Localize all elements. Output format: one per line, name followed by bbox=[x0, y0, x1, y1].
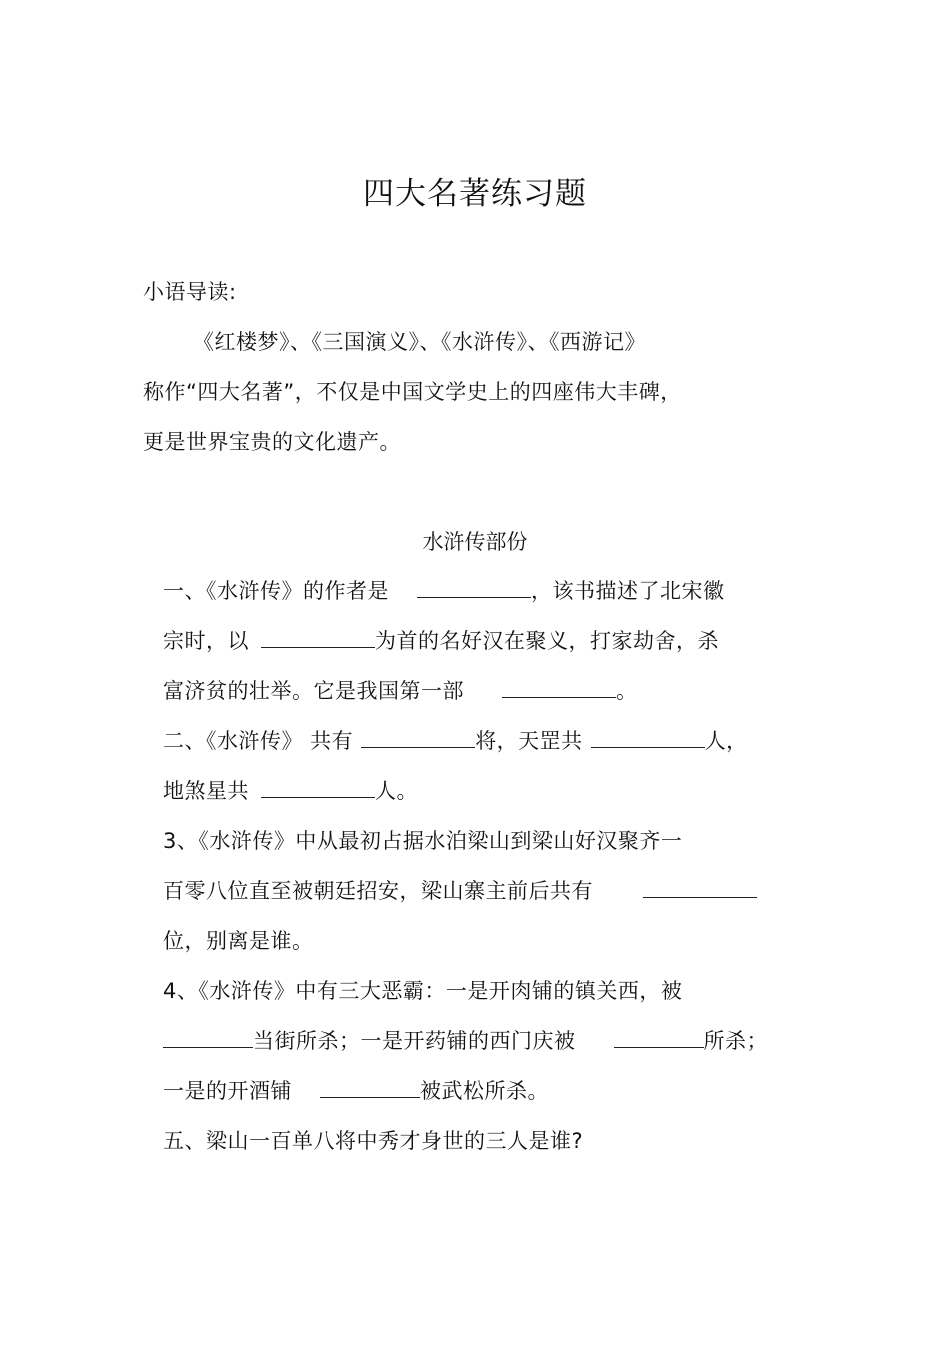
q2-line-2 bbox=[163, 777, 418, 805]
q4-blank-tavern-owner[interactable] bbox=[320, 1077, 420, 1098]
q2-text-1b: 将，天罡共 bbox=[475, 729, 583, 753]
q1-blank-author[interactable] bbox=[417, 577, 531, 598]
q4-line-2 bbox=[163, 1027, 768, 1055]
intro-line-2: 称作“四大名著”，不仅是中国文学史上的四座伟大丰碑， bbox=[143, 380, 682, 404]
q5-line-1: 五、梁山一百单八将中秀才身世的三人是谁? bbox=[163, 1129, 584, 1153]
q4-line-1: 4、《水浒传》中有三大恶霸：一是开肉铺的镇关西，被 bbox=[163, 979, 683, 1003]
q3-blank-leaders-count[interactable] bbox=[643, 877, 757, 898]
q3-line-1: 3、《水浒传》中从最初占据水泊梁山到梁山好汉聚齐一 bbox=[163, 829, 683, 853]
q3-line-2 bbox=[163, 877, 757, 905]
q4-text-3b: 被武松所杀。 bbox=[420, 1079, 549, 1103]
q2-text-2b: 人。 bbox=[375, 779, 418, 803]
q4-blank-zhenguanxi-killer[interactable] bbox=[163, 1027, 253, 1048]
q3-line-3: 位，别离是谁。 bbox=[163, 929, 314, 953]
q2-blank-tiangang[interactable] bbox=[591, 727, 705, 748]
q4-blank-ximenqing-killer[interactable] bbox=[614, 1027, 704, 1048]
q1-text-2a: 宗时，以 bbox=[163, 629, 249, 653]
page-title: 四大名著练习题 bbox=[363, 176, 587, 212]
q2-blank-disha[interactable] bbox=[261, 777, 375, 798]
q2-text-1a: 二、《水浒传》 共有 bbox=[163, 729, 354, 753]
q4-text-2a: 当街所杀；一是开药铺的西门庆被 bbox=[253, 1029, 576, 1053]
q2-text-2a: 地煞星共 bbox=[163, 779, 249, 803]
q4-text-2b: 所杀； bbox=[703, 1029, 768, 1053]
q4-line-3 bbox=[163, 1077, 549, 1105]
q1-blank-first-novel[interactable] bbox=[502, 677, 616, 698]
q1-text-3a: 富济贫的壮举。它是我国第一部 bbox=[163, 679, 464, 703]
intro-line-3: 更是世界宝贵的文化遗产。 bbox=[143, 430, 401, 454]
intro-heading: 小语导读: bbox=[143, 280, 237, 304]
q1-line-2 bbox=[163, 627, 719, 655]
q1-text-3b: 。 bbox=[616, 679, 638, 703]
q1-line-3 bbox=[163, 677, 638, 705]
q3-text-2: 百零八位直至被朝廷招安，梁山寨主前后共有 bbox=[163, 879, 593, 903]
q1-blank-leader[interactable] bbox=[261, 627, 375, 648]
section-title: 水浒传部份 bbox=[422, 530, 528, 554]
q1-line-1 bbox=[163, 577, 725, 605]
q2-text-1c: 人， bbox=[704, 729, 748, 753]
q1-text-1b: ，该书描述了北宋徽 bbox=[531, 579, 725, 603]
q1-text-2b: 为首的名好汉在聚义，打家劫舍，杀 bbox=[375, 629, 719, 653]
q2-blank-total[interactable] bbox=[361, 727, 475, 748]
q1-text-1a: 一、《水浒传》的作者是 bbox=[163, 579, 389, 603]
q2-line-1 bbox=[163, 727, 748, 755]
intro-line-1: 《红楼梦》、《三国演义》、《水浒传》、《西游记》 bbox=[193, 330, 646, 354]
q4-text-3a: 一是的开酒铺 bbox=[163, 1079, 292, 1103]
